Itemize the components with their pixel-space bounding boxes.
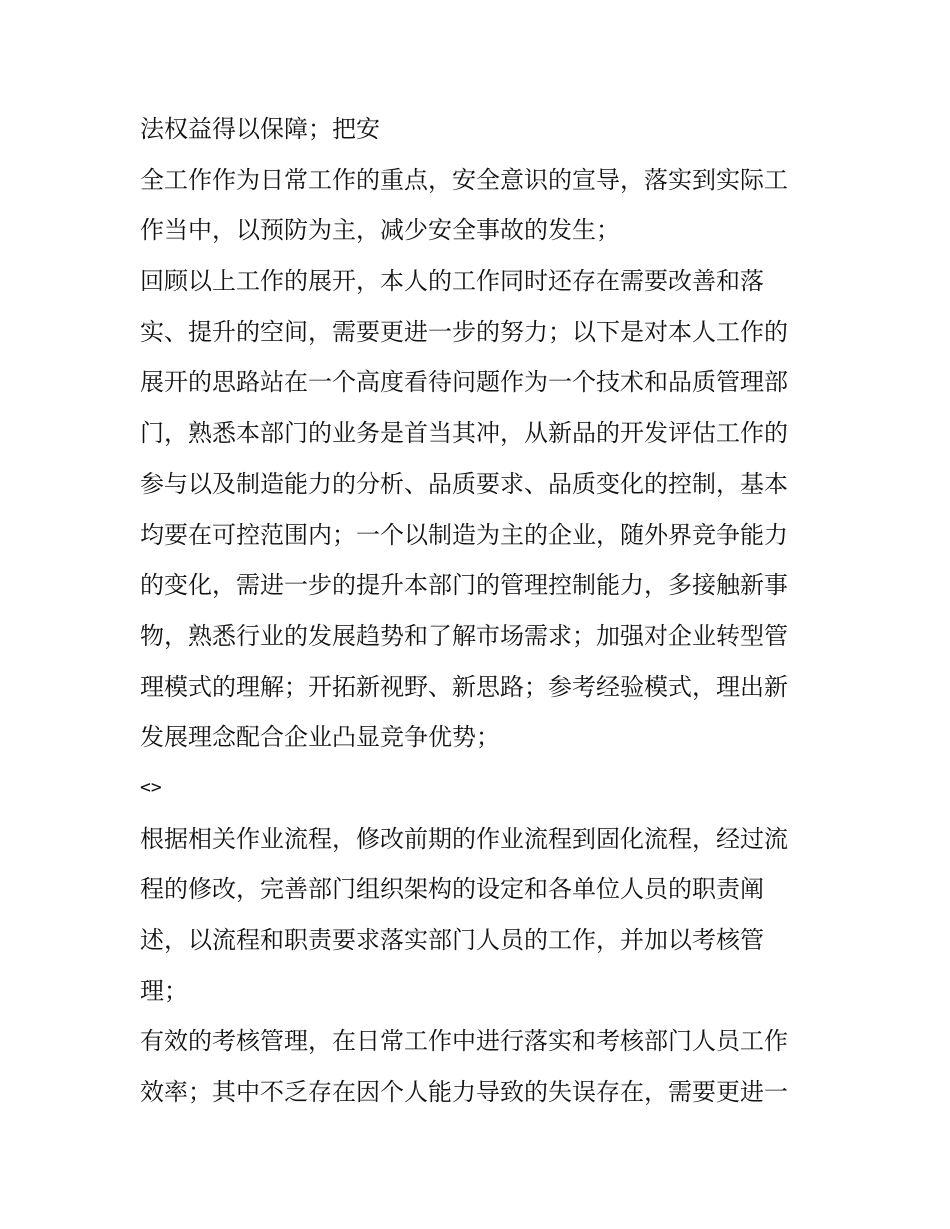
text-line: 程的修改，完善部门组织架构的设定和各单位人员的职责阐: [140, 875, 764, 904]
text-line: 参与以及制造能力的分析、品质要求、品质变化的控制，基本: [140, 469, 788, 498]
text-line: 物，熟悉行业的发展趋势和了解市场需求；加强对企业转型管: [140, 621, 788, 650]
text-line: 有效的考核管理，在日常工作中进行落实和考核部门人员工作: [140, 1027, 788, 1056]
text-line: 法权益得以保障；把安: [140, 115, 380, 143]
text-line: 均要在可控范围内；一个以制造为主的企业，随外界竞争能力: [140, 520, 788, 549]
text-line: 理模式的理解；开拓新视野、新思路；参考经验模式，理出新: [140, 672, 788, 701]
placeholder-marker: <>: [140, 776, 162, 798]
text-line: 全工作作为日常工作的重点，安全意识的宣导，落实到实际工: [140, 165, 788, 194]
text-line: 的变化，需进一步的提升本部门的管理控制能力，多接触新事: [140, 571, 788, 600]
text-line: 作当中，以预防为主，减少安全事故的发生；: [140, 216, 620, 245]
document-body: [140, 104, 820, 1118]
text-line: 门，熟悉本部门的业务是首当其冲，从新品的开发评估工作的: [140, 419, 788, 448]
text-line: 实、提升的空间，需要更进一步的努力；以下是对本人工作的: [140, 317, 788, 346]
text-line: 效率；其中不乏存在因个人能力导致的失误存在，需要更进一: [140, 1078, 788, 1107]
text-line: 发展理念配合企业凸显竞争优势；: [140, 723, 500, 752]
text-line: 展开的思路站在一个高度看待问题作为一个技术和品质管理部: [140, 368, 788, 397]
text-line: 述，以流程和职责要求落实部门人员的工作，并加以考核管: [140, 926, 764, 954]
text-line: 回顾以上工作的展开，本人的工作同时还存在需要改善和落: [140, 267, 764, 296]
text-line: 理；: [140, 976, 188, 1005]
text-line: 根据相关作业流程，修改前期的作业流程到固化流程，经过流: [140, 824, 788, 853]
